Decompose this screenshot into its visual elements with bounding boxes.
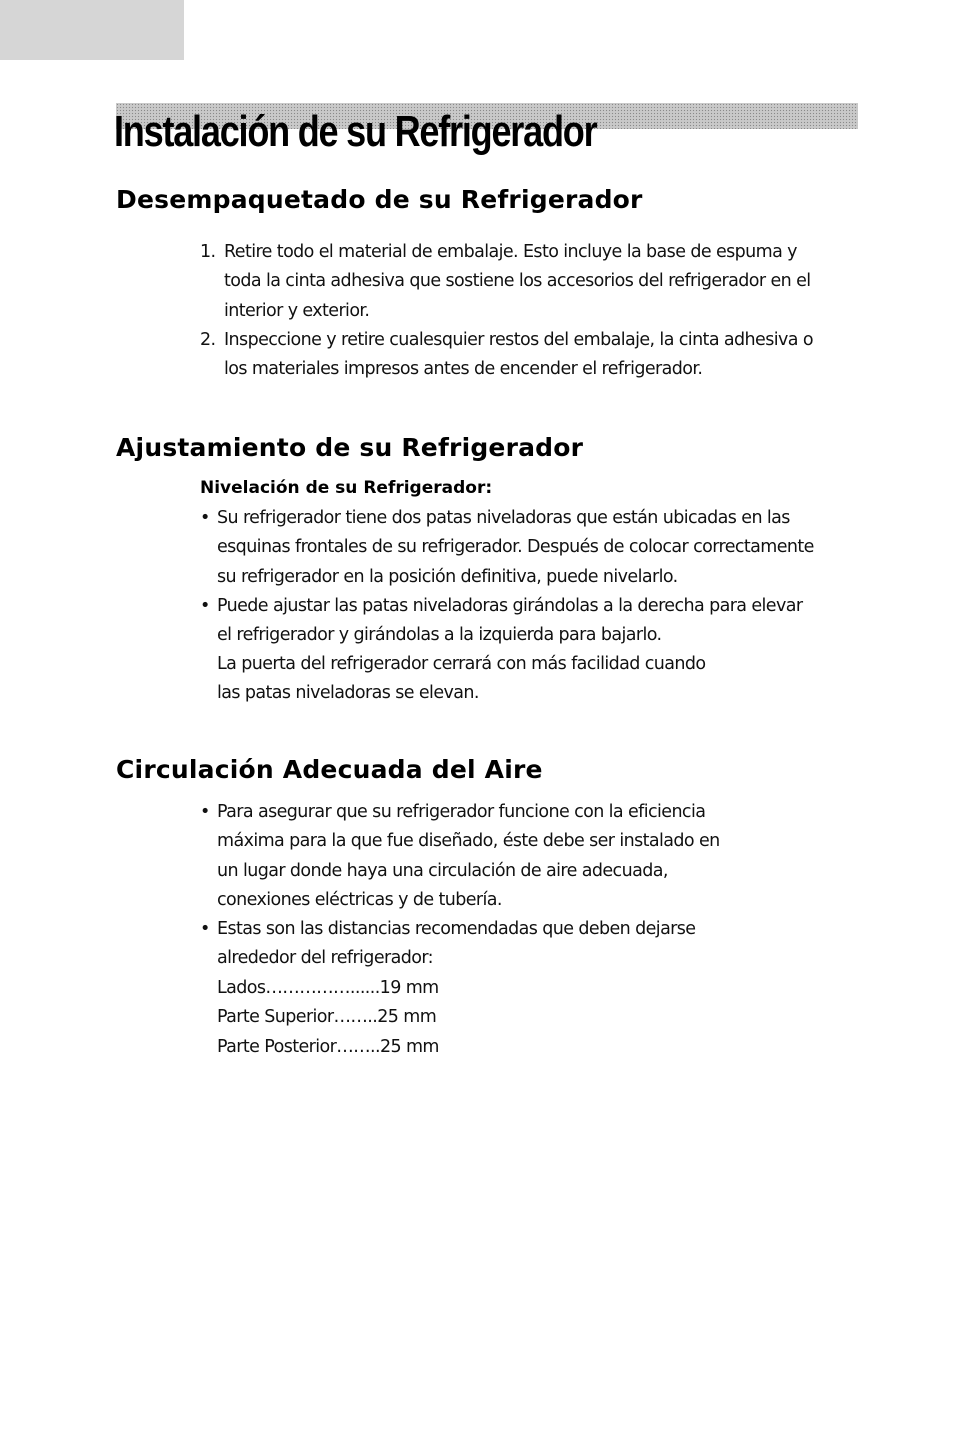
bullet-item — [200, 915, 695, 974]
page-title: Instalación de su Refrigerador — [114, 107, 597, 156]
bullet-text-line: Estas son las distancias recomendadas que deben dejarse — [217, 919, 696, 939]
bullet-symbol: • — [200, 919, 210, 939]
step-text-line: toda la cinta adhesiva que sostiene los accesorios del refrigerador en el — [224, 271, 811, 292]
section-heading-airflow: Circulación Adecuada del Aire — [116, 755, 543, 784]
bullet-symbol: • — [200, 596, 210, 616]
subheading-leveling: Nivelación de su Refrigerador: — [200, 478, 493, 498]
step-text-line: interior y exterior. — [224, 300, 370, 321]
section-heading-adjusting: Ajustamiento de su Refrigerador — [116, 433, 584, 462]
note-text-line: las patas niveladoras se elevan. — [217, 683, 479, 704]
bullet-item — [200, 592, 802, 651]
bullet-item — [200, 798, 720, 915]
corner-page-tab — [0, 0, 184, 60]
bullet-text-line: Puede ajustar las patas niveladoras girándolas a la derecha para elevar — [217, 596, 803, 616]
bullet-item — [200, 504, 814, 592]
bullet-text-line: un lugar donde haya una circulación de aire adecuada, — [217, 860, 668, 881]
note-text-line: La puerta del refrigerador cerrará con más facilidad cuando — [217, 654, 706, 674]
leveling-note — [217, 650, 705, 709]
bullet-text-line: esquinas frontales de su refrigerador. Después de colocar correctamente — [217, 537, 814, 558]
bullet-text-line: Su refrigerador tiene dos patas niveladoras que están ubicadas en las — [217, 508, 790, 528]
bullet-symbol: • — [200, 508, 210, 528]
bullet-text-line: conexiones eléctricas y de tubería. — [217, 889, 502, 910]
step-text-line: Inspeccione y retire cualesquier restos del embalaje, la cinta adhesiva o — [224, 330, 813, 350]
clearance-list — [217, 974, 439, 1062]
step-text-line: los materiales impresos antes de encender el refrigerador. — [224, 359, 703, 380]
bullet-text-line: alrededor del refrigerador: — [217, 948, 433, 969]
numbered-step — [200, 326, 813, 385]
numbered-step — [200, 238, 811, 326]
step-text-line: Retire todo el material de embalaje. Esto incluye la base de espuma y — [224, 242, 797, 262]
clearance-top: Parte Superior……..25 mm — [217, 1007, 437, 1028]
bullet-text-line: el refrigerador y girándolas a la izquierda para bajarlo. — [217, 625, 662, 646]
clearance-sides: Lados……………......19 mm — [217, 978, 439, 998]
section-heading-unpacking: Desempaquetado de su Refrigerador — [116, 185, 643, 214]
bullet-text-line: su refrigerador en la posición definitiva, puede nivelarlo. — [217, 566, 678, 587]
bullet-symbol: • — [200, 802, 210, 822]
bullet-text-line: máxima para la que fue diseñado, éste debe ser instalado en — [217, 831, 720, 852]
step-number: 2. — [200, 330, 216, 350]
step-number: 1. — [200, 242, 216, 262]
clearance-back: Parte Posterior……..25 mm — [217, 1036, 439, 1057]
bullet-text-line: Para asegurar que su refrigerador funcione con la eficiencia — [217, 802, 706, 822]
